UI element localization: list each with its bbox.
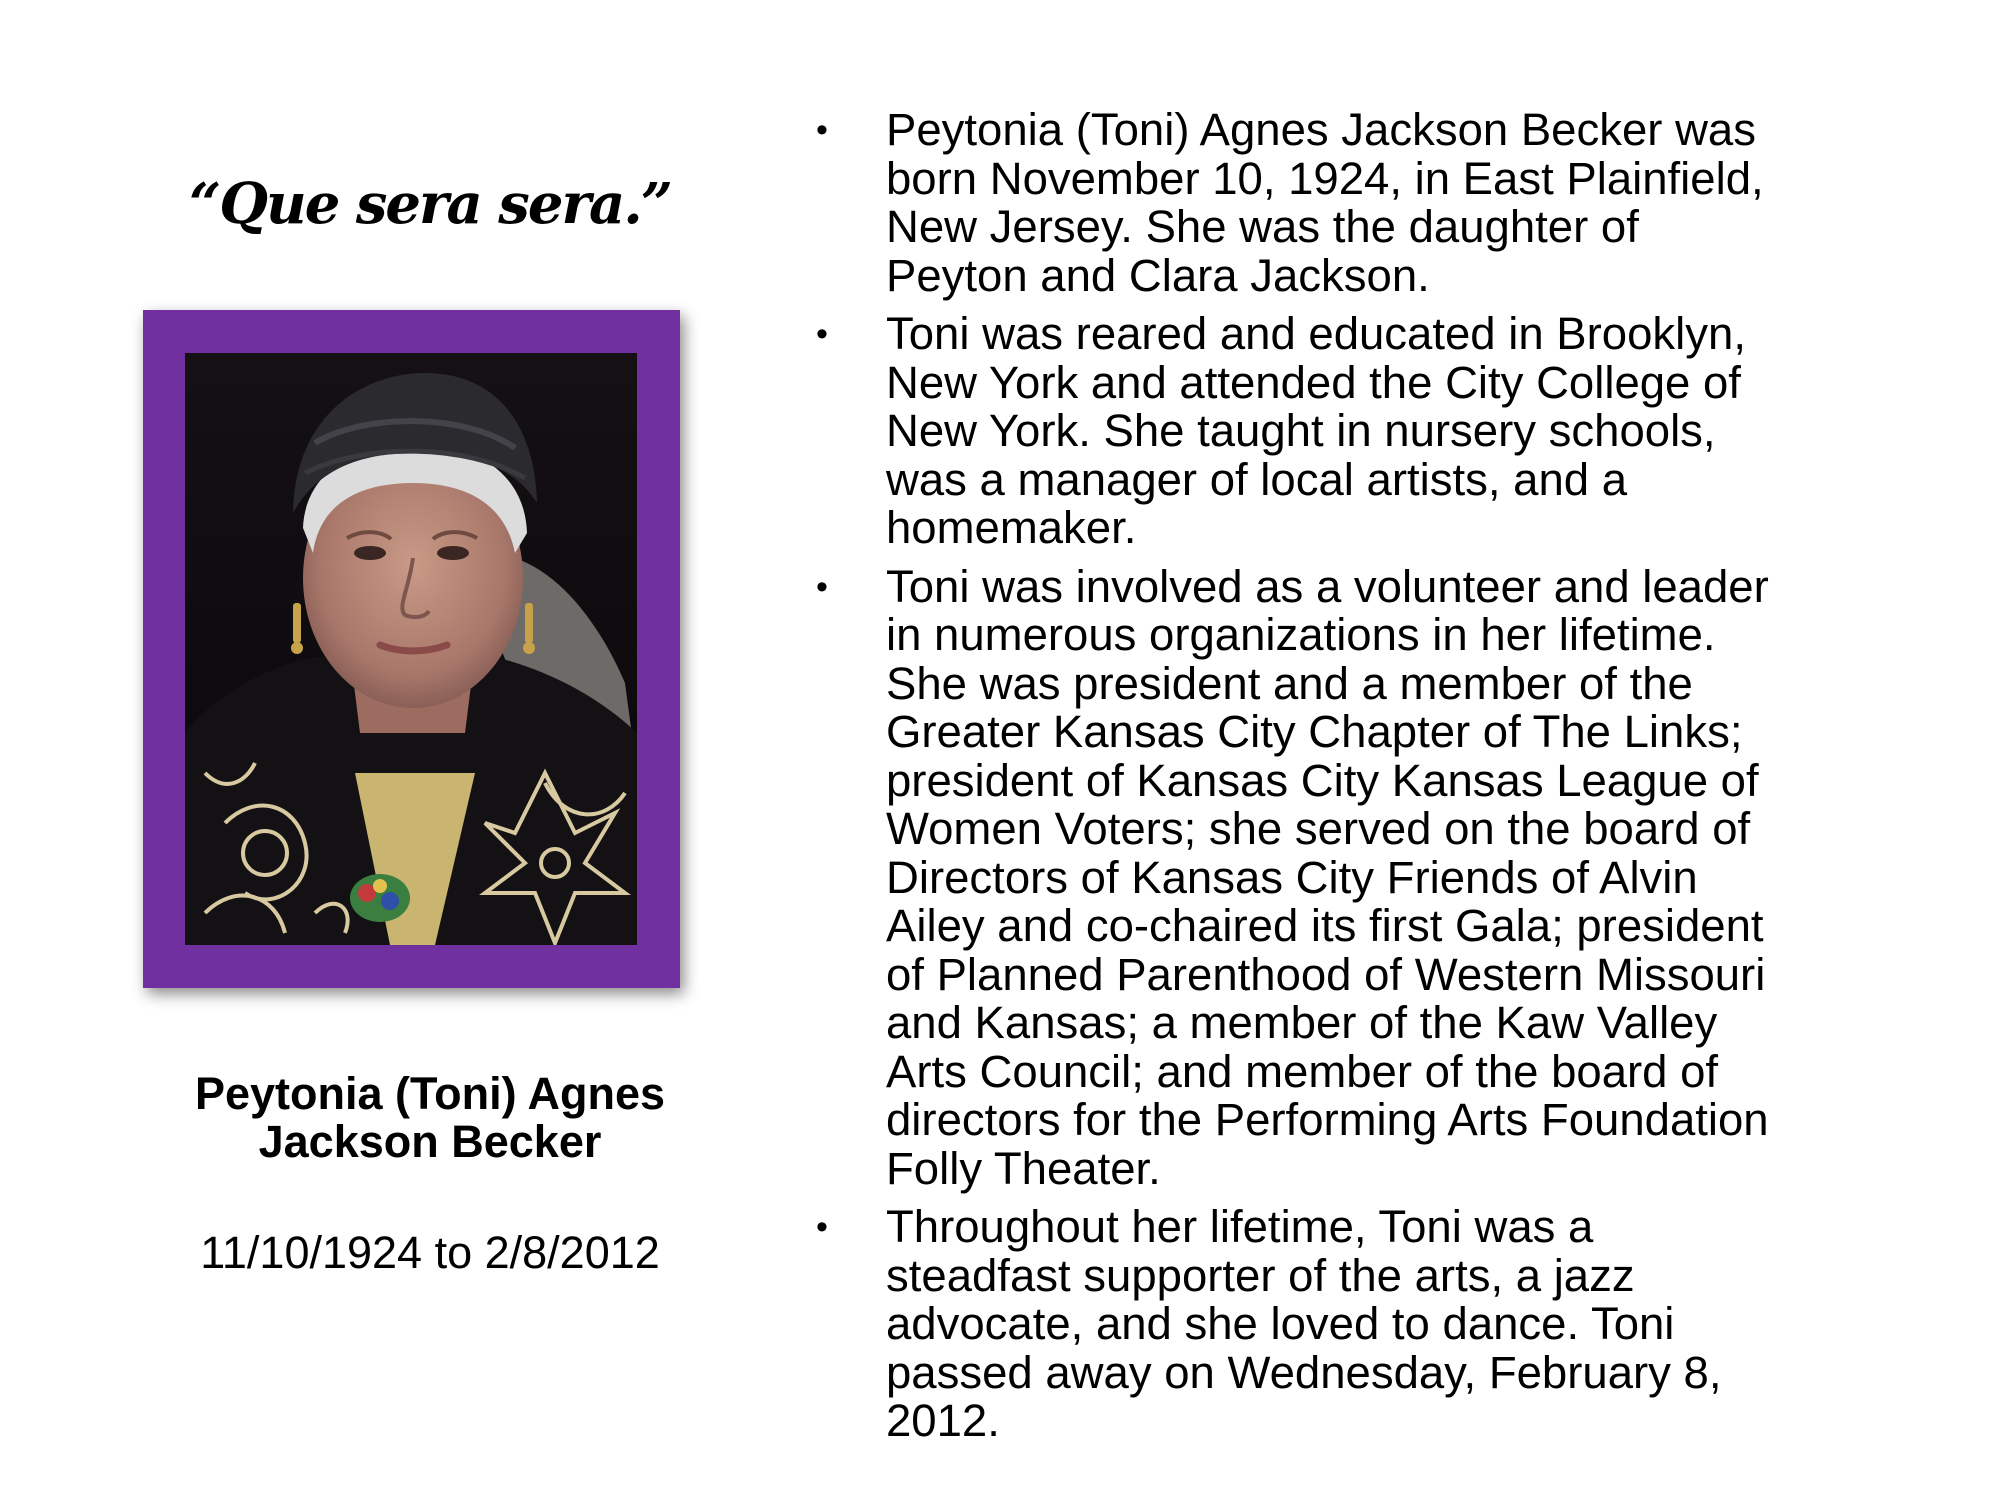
photo-frame	[143, 310, 680, 988]
bio-line: She was president and a member of the	[886, 657, 1693, 709]
quote-heading: “Que sera sera.”	[189, 171, 671, 237]
bio-line: New Jersey. She was the daughter of	[886, 201, 1639, 252]
bio-line: passed away on Wednesday, February 8,	[886, 1346, 1722, 1398]
bio-line: born November 10, 1924, in East Plainfield,	[886, 152, 1764, 204]
bio-line: president of Kansas City Kansas League of	[886, 754, 1759, 806]
bio-line: was a manager of local artists, and a	[886, 453, 1628, 505]
bio-line: Peytonia (Toni) Agnes Jackson Becker was	[886, 104, 1756, 155]
bio-line: New York and attended the City College of	[886, 356, 1741, 408]
bio-line: New York. She taught in nursery schools,	[886, 405, 1716, 456]
bio-line: Toni was reared and educated in Brooklyn,	[886, 308, 1746, 359]
bio-line: Toni was involved as a volunteer and leader	[886, 560, 1769, 612]
bio-line: Greater Kansas City Chapter of The Links;	[886, 706, 1743, 757]
bio-line: 2012.	[886, 1395, 1000, 1446]
bullet-icon: •	[816, 567, 828, 606]
bullet-icon: •	[816, 315, 828, 353]
bio-line: Peyton and Clara Jackson.	[886, 249, 1430, 301]
portrait-photo	[185, 353, 637, 945]
bio-line: Ailey and co-chaired its first Gala; president	[886, 900, 1764, 951]
biography-list	[808, 106, 1888, 1456]
biography-item	[808, 560, 1888, 1194]
biography-item	[808, 106, 1888, 300]
person-name-line-1: Peytonia (Toni) Agnes	[194, 1068, 666, 1119]
bio-line: Arts Council; and member of the board of	[886, 1045, 1719, 1097]
biography-item	[808, 1203, 1888, 1446]
person-name-line-2: Jackson Becker	[258, 1116, 602, 1167]
person-name	[140, 1070, 720, 1166]
bio-line: directors for the Performing Arts Foundation	[886, 1094, 1769, 1145]
bio-line: homemaker.	[886, 502, 1137, 553]
bio-line: of Planned Parenthood of Western Missouri	[886, 948, 1766, 1000]
bio-line: Throughout her lifetime, Toni was a	[886, 1201, 1594, 1252]
portrait-illustration	[185, 353, 637, 945]
bio-line: Women Voters; she served on the board of	[886, 803, 1751, 854]
bio-line: steadfast supporter of the arts, a jazz	[886, 1249, 1635, 1301]
bio-line: and Kansas; a member of the Kaw Valley	[886, 997, 1718, 1048]
bio-line: Directors of Kansas City Friends of Alvin	[886, 851, 1698, 903]
life-dates: 11/10/1924 to 2/8/2012	[200, 1227, 660, 1278]
biography-item	[808, 310, 1888, 553]
bio-line: advocate, and she loved to dance. Toni	[886, 1298, 1675, 1349]
bullet-icon: •	[816, 1208, 828, 1246]
bio-line: in numerous organizations in her lifetime.	[886, 609, 1716, 660]
bio-line: Folly Theater.	[886, 1142, 1161, 1194]
bullet-icon: •	[816, 111, 828, 149]
